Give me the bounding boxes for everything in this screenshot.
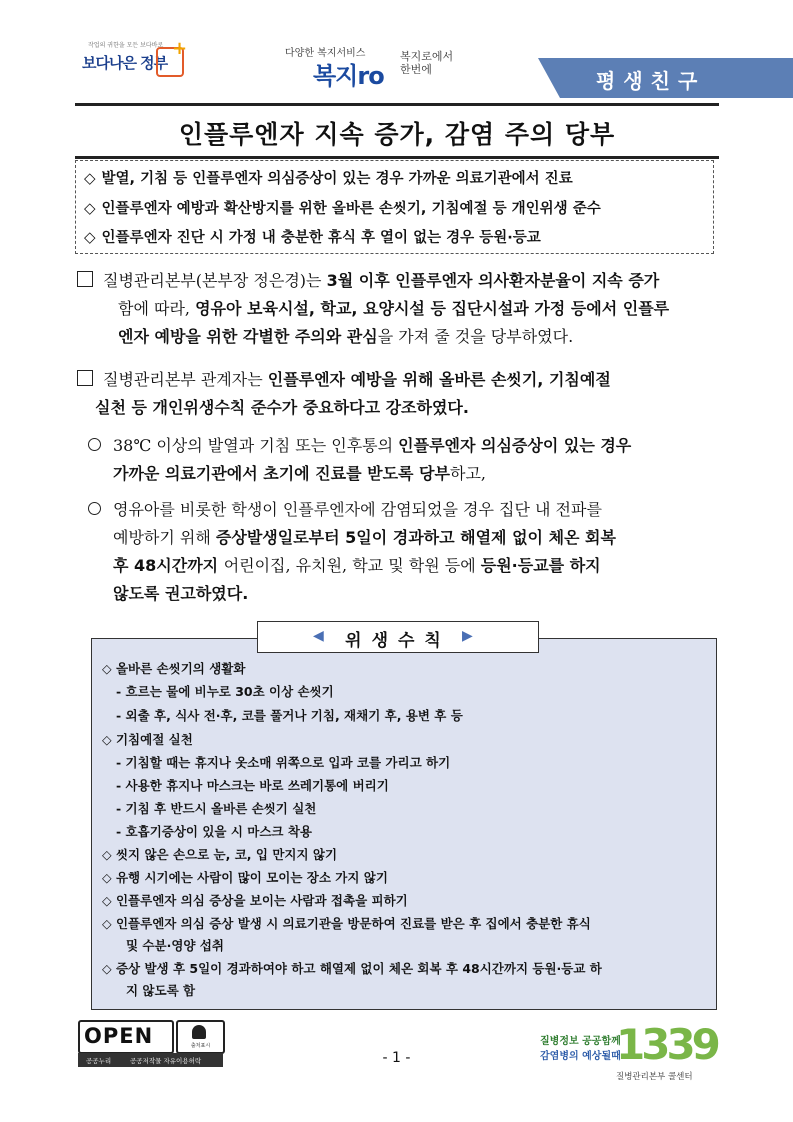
- hygiene-line: - 사용한 휴지나 마스크는 바로 쓰레기통에 버리기: [116, 778, 389, 793]
- paragraph-2: 질병관리본부 관계자는 인플루엔자 예방을 위해 올바른 손씻기, 기침예절 실천 등 개인위생수칙 준수가 중요하다고 강조하였다.: [77, 366, 611, 422]
- triangle-right-icon: ▶: [462, 628, 473, 644]
- hygiene-line: ◇ 기침예절 실천: [102, 732, 193, 747]
- banner-text: 평생친구: [596, 69, 706, 93]
- circle-bullet-icon: [88, 502, 101, 515]
- hygiene-rules-title: [257, 621, 539, 653]
- hygiene-line: 및 수분·영양 섭취: [126, 938, 224, 953]
- triangle-left-icon: ◀: [313, 628, 324, 644]
- hygiene-line: - 외출 후, 식사 전·후, 코를 풀거나 기침, 재채기 후, 용변 후 등: [116, 708, 463, 723]
- open-logo-box: [78, 1020, 174, 1054]
- hygiene-line: ◇ 유행 시기에는 사람이 많이 모이는 장소 가지 않기: [102, 870, 388, 885]
- diamond-icon: ◇: [84, 169, 96, 187]
- gov-logo-tagline: 작업의 귀한을 모든 보다바로: [88, 42, 164, 49]
- page-title-box: [75, 103, 719, 159]
- hygiene-line: ◇ 인플루엔자 의심 증상을 보이는 사람과 접촉을 피하기: [102, 893, 408, 908]
- paragraph-1: 질병관리본부(본부장 정은경)는 3월 이후 인플루엔자 의사환자분율이 지속 증가 함에 따라, 영유아 보육시설, 학교, 요양시설 등 집단시설과 가정 등에서 인플루 엔자 예방을 위한 각별한 주의와 관심을 가져 줄 것을 당부하였다.: [77, 267, 669, 351]
- summary-item: ◇ 인플루엔자 진단 시 가정 내 충분한 휴식 후 열이 없는 경우 등원·등교: [84, 228, 541, 246]
- hygiene-line: ◇ 인플루엔자 의심 증상 발생 시 의료기관을 방문하여 진료를 받은 후 집에서 충분한 휴식: [102, 916, 591, 931]
- gov-logo: [78, 40, 188, 80]
- square-bullet-icon: [77, 271, 93, 287]
- bokjiro-logo: [285, 44, 460, 90]
- hygiene-line: ◇ 증상 발생 후 5일이 경과하여야 하고 해열제 없이 체온 회복 후 48시간까지 등원·등교 하: [102, 961, 602, 976]
- diamond-icon: ◇: [84, 228, 96, 246]
- bokjiro-text: 복지ro: [313, 62, 384, 90]
- header-banner: [560, 58, 793, 98]
- open-license-bar: 공공누리 공공저작물 자유이용허락: [78, 1053, 223, 1067]
- hygiene-line: - 기침 후 반드시 올바른 손씻기 실천: [116, 801, 317, 816]
- open-logo-text: OPEN: [84, 1024, 154, 1048]
- page-number: - 1 -: [382, 1050, 411, 1066]
- summary-item: ◇ 발열, 기침 등 인플루엔자 의심증상이 있는 경우 가까운 의료기관에서 진료: [84, 169, 573, 187]
- circle-item-1: 38℃ 이상의 발열과 기침 또는 인후통의 인플루엔자 의심증상이 있는 경우 가까운 의료기관에서 초기에 진료를 받도록 당부하고,: [88, 432, 631, 488]
- hygiene-line: - 흐르는 물에 비누로 30초 이상 손씻기: [116, 684, 334, 699]
- person-icon: [192, 1025, 206, 1039]
- page-title: 인플루엔자 지속 증가, 감염 주의 당부: [178, 120, 616, 149]
- hygiene-title-text: 위생수칙: [345, 631, 451, 651]
- bokjiro-side-text: 복지로에서 한번에: [400, 50, 454, 76]
- hygiene-line: ◇ 올바른 손씻기의 생활화: [102, 661, 246, 676]
- bokjiro-tagline: 다양한 복지서비스: [285, 48, 366, 59]
- diamond-icon: ◇: [84, 199, 96, 217]
- circle-item-2: 영유아를 비롯한 학생이 인플루엔자에 감염되었을 경우 집단 내 전파를 예방하기 위해 증상발생일로부터 5일이 경과하고 해열제 없이 체온 회복 후 48시간까지 어린이집, 유치원, 학교 및 학원 등에 등원·등교를 하지 않도록 권고하였다.: [88, 496, 616, 608]
- summary-item: ◇ 인플루엔자 예방과 확산방지를 위한 올바른 손씻기, 기침예절 등 개인위생 준수: [84, 199, 601, 217]
- hygiene-line: 지 않도록 함: [126, 983, 196, 998]
- summary-box: [75, 160, 714, 254]
- hygiene-line: - 기침할 때는 휴지나 옷소매 위쪽으로 입과 코를 가리고 하기: [116, 755, 451, 770]
- hygiene-line: ◇ 씻지 않은 손으로 눈, 코, 입 만지지 않기: [102, 847, 338, 862]
- hygiene-line: - 호흡기증상이 있을 시 마스크 착용: [116, 824, 312, 839]
- call-center-number: 1339: [616, 1020, 717, 1069]
- attribution-icon: 출처표시: [176, 1020, 225, 1054]
- circle-bullet-icon: [88, 438, 101, 451]
- plus-icon: +: [172, 38, 188, 59]
- hygiene-rules-box: [91, 638, 717, 1010]
- square-bullet-icon: [77, 370, 93, 386]
- gov-logo-text: 보다나은 정부: [82, 54, 168, 72]
- kcdc-1339-logo: 질병정보 공공함께 감염병의 예상될때 1339 질병관리본부 콜센터: [540, 1020, 717, 1082]
